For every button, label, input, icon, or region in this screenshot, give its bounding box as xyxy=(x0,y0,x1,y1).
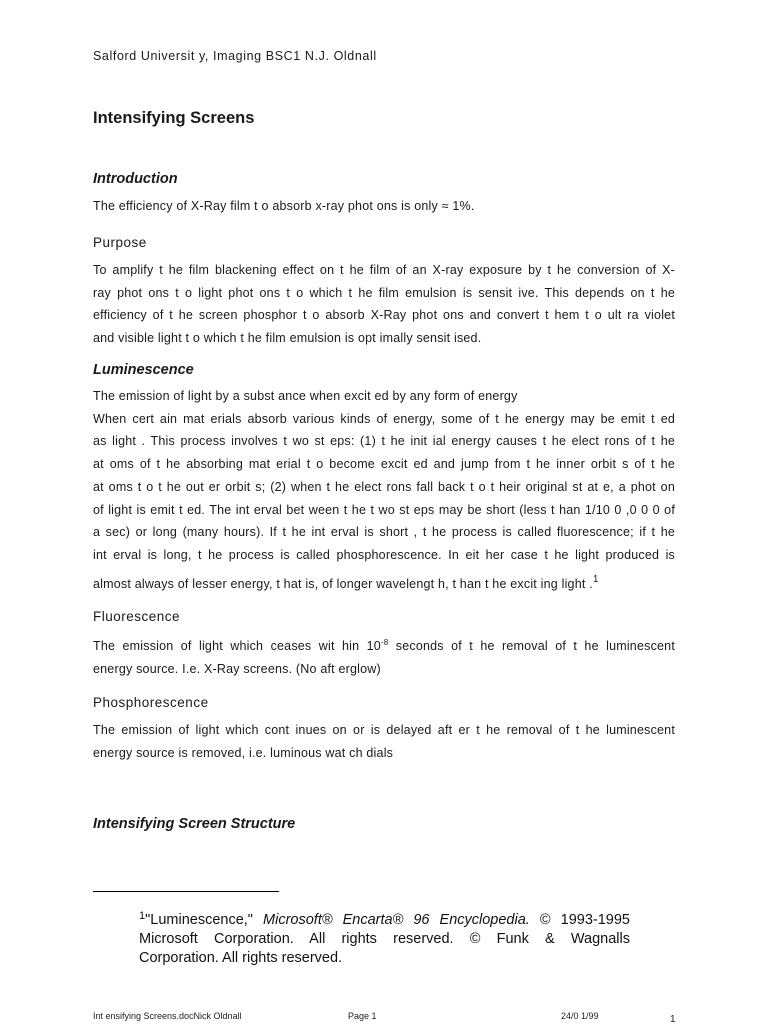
luminescence-line: a sec) or long (many hours). If t he int erval is short , t he process is called fluorescence; if t he xyxy=(93,525,675,540)
introduction-text: The efficiency of X-Ray film t o absorb x-ray phot ons is only ≈ 1%. xyxy=(93,199,475,213)
footnote-line: Microsoft Corporation. All rights reserved. © Funk & Wagnalls xyxy=(139,931,630,947)
phosphorescence-paragraph xyxy=(93,719,675,764)
footer-date: 24/0 1/99 xyxy=(561,1011,599,1021)
document-header: Salford Universit y, Imaging BSC1 N.J. Oldnall xyxy=(93,49,377,63)
luminescence-line: at oms of t he absorbing mat erial t o become excit ed and jump from t he inner orbit s of t he xyxy=(93,457,675,472)
fluorescence-heading: Fluorescence xyxy=(93,609,181,624)
structure-heading: Intensifying Screen Structure xyxy=(93,816,296,832)
exponent: -8 xyxy=(380,638,389,647)
luminescence-line: When cert ain mat erials absorb various kinds of energy, some of t he energy may be emit t ed xyxy=(93,411,675,426)
luminescence-line-last xyxy=(93,569,675,592)
footnote-copyright: © 1993-1995 xyxy=(529,912,630,928)
purpose-heading: Purpose xyxy=(93,235,147,250)
fluorescence-line: energy source. I.e. X-Ray screens. (No aft erglow) xyxy=(93,661,381,676)
luminescence-line: almost always of lesser energy, t hat is, of longer wavelengt h, t han t he excit ing light . xyxy=(93,576,593,591)
fluorescence-line-before: The emission of light which ceases wit hin 10 xyxy=(93,639,381,653)
luminescence-line: at oms t o t he out er orbit s; (2) when t he elect rons fall back t o t heir original st at e, a phot on xyxy=(93,479,675,494)
luminescence-intro: The emission of light by a subst ance when excit ed by any form of energy xyxy=(93,389,518,403)
fluorescence-line xyxy=(93,632,675,658)
footnote-line: Corporation. All rights reserved. xyxy=(139,950,343,966)
footnote-reference: 1 xyxy=(592,573,599,585)
purpose-paragraph xyxy=(93,259,675,350)
footnote-divider xyxy=(93,891,279,892)
phosphorescence-line: The emission of light which cont inues on or is delayed aft er t he removal of t he luminescent xyxy=(93,723,675,737)
luminescence-paragraph xyxy=(93,385,675,591)
footer-page-label: Page 1 xyxy=(348,1011,377,1021)
luminescence-heading: Luminescence xyxy=(93,362,194,378)
footnote xyxy=(139,907,630,968)
fluorescence-line-after: seconds of t he removal of t he luminescent xyxy=(388,639,675,653)
purpose-line: efficiency of t he screen phosphor t o absorb X-Ray phot ons and convert t hem t o ult ra violet xyxy=(93,308,675,323)
footnote-marker: 1 xyxy=(139,910,146,922)
page-title: Intensifying Screens xyxy=(93,109,255,127)
phosphorescence-line: energy source is removed, i.e. luminous wat ch dials xyxy=(93,745,394,760)
footnote-line xyxy=(139,907,630,930)
phosphorescence-heading: Phosphorescence xyxy=(93,695,209,710)
footer-filename: Int ensifying Screens.docNick Oldnall xyxy=(93,1011,242,1021)
luminescence-line: as light . This process involves t wo st eps: (1) t he init ial energy causes t he elect rons of t he xyxy=(93,434,675,449)
footer-page-number: 1 xyxy=(670,1014,676,1025)
fluorescence-paragraph xyxy=(93,632,675,680)
introduction-heading: Introduction xyxy=(93,171,178,187)
purpose-line: ray phot ons t o light phot ons t o which t he film emulsion is sensit ive. This depends on t he xyxy=(93,285,675,300)
purpose-line: and visible light t o which t he film emulsion is opt imally sensit ised. xyxy=(93,331,482,346)
luminescence-line: of light is emit t ed. The int erval bet ween t he t wo st eps may be short (less t han 1/10 0 ,0 0 0 of xyxy=(93,502,675,517)
footnote-source: Microsoft® Encarta® 96 Encyclopedia. xyxy=(263,912,530,928)
footnote-quote: "Luminescence," xyxy=(145,912,264,928)
purpose-line: To amplify t he film blackening effect on t he film of an X-ray exposure by t he conversion of X- xyxy=(93,263,675,277)
luminescence-line: int erval is long, t he process is called phosphorescence. In eit her case t he light produced is xyxy=(93,547,675,562)
